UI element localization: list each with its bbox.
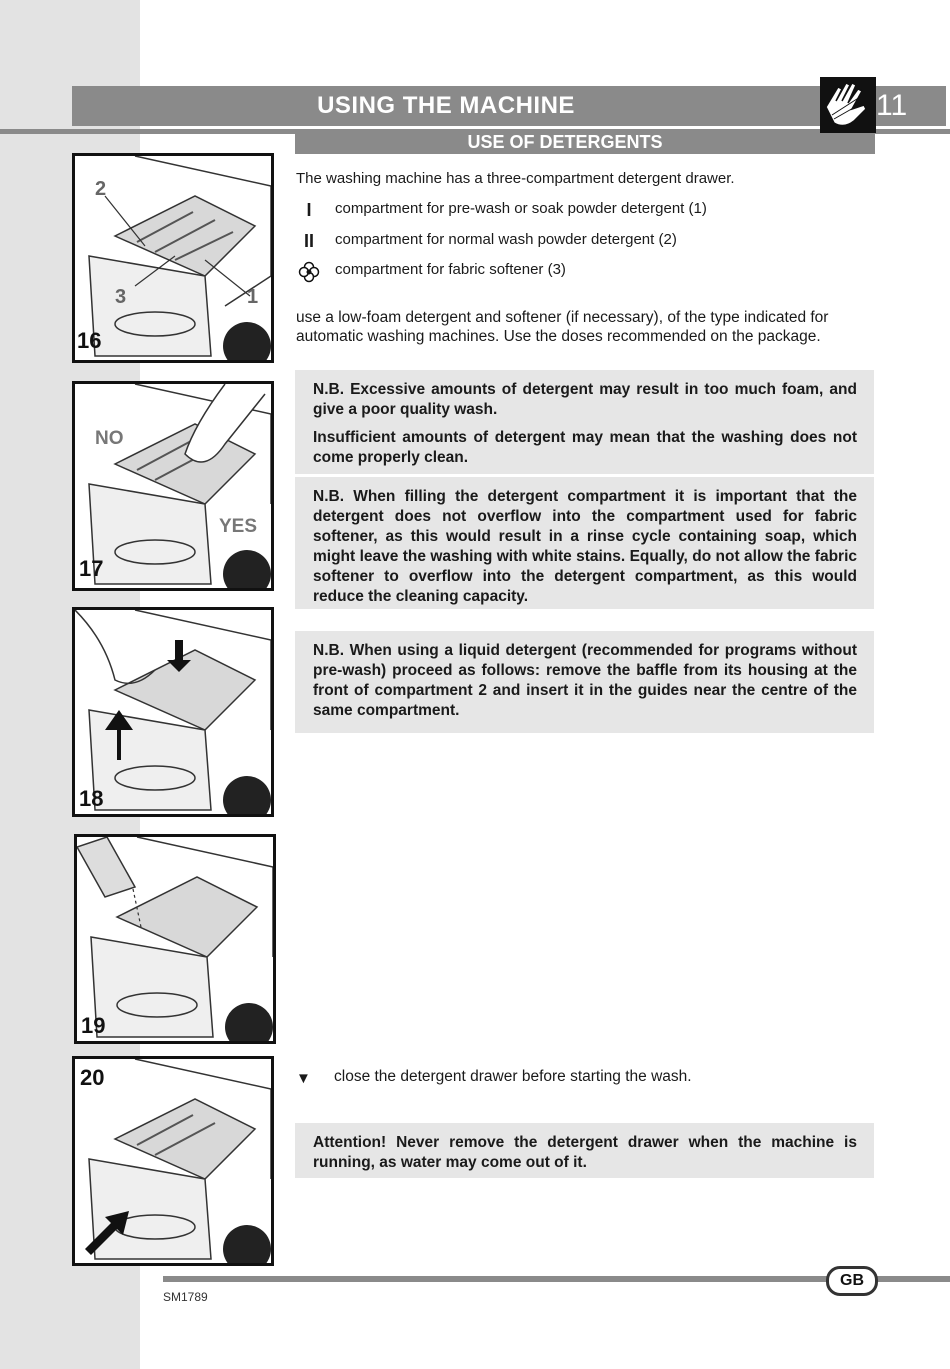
compartment-text: compartment for fabric softener (3)	[335, 261, 566, 278]
intro-text: The washing machine has a three-compartment detergent drawer.	[296, 170, 735, 187]
figure-20	[72, 1056, 274, 1266]
drawer-illustration	[75, 610, 271, 814]
figure-number: 20	[80, 1065, 105, 1090]
figure-number: 19	[81, 1013, 106, 1038]
compartment-symbol: I	[306, 200, 312, 220]
compartment-symbol: II	[303, 231, 314, 251]
figure-number: 17	[79, 556, 104, 581]
note-box	[295, 631, 874, 733]
no-label: NO	[95, 428, 124, 449]
drawer-illustration	[75, 384, 271, 588]
page-number: 11	[876, 89, 908, 122]
triangle-bullet-icon: ▼	[296, 1070, 311, 1087]
note-paragraph: N.B. When using a liquid detergent (recommended for programs without pre-wash) proceed as follows: remove the baffle from its housing at the front of compartment 2 and insert it in the guides near the centre of the same compartment.	[313, 642, 857, 719]
document-code: SM1789	[163, 1290, 208, 1304]
flower-icon	[296, 261, 322, 288]
figure-number: 18	[79, 786, 104, 811]
compartment-label-1: 1	[247, 286, 259, 308]
compartment-label-2: 2	[95, 178, 107, 200]
figure-19	[74, 834, 276, 1044]
footer-divider	[163, 1276, 828, 1282]
yes-label: YES	[219, 516, 258, 537]
usage-paragraph: use a low-foam detergent and softener (if necessary), of the type indicated for automatic washing machines. Use the doses recommended on the package.	[296, 309, 829, 345]
hand-icon	[820, 77, 876, 133]
footer-divider	[872, 1276, 950, 1282]
attention-box	[295, 1123, 874, 1178]
attention-text: Attention! Never remove the detergent drawer when the machine is running, as water may come out of it.	[313, 1134, 857, 1171]
figure-number: 16	[77, 328, 102, 353]
drawer-illustration	[77, 837, 273, 1041]
note-box	[295, 370, 874, 474]
note-paragraph: N.B. Excessive amounts of detergent may result in too much foam, and give a poor quality wash.	[313, 381, 857, 418]
step-text: close the detergent drawer before starting the wash.	[334, 1068, 692, 1085]
compartment-label-3: 3	[115, 286, 127, 308]
note-paragraph: N.B. When filling the detergent compartment it is important that the detergent does not overflow into the compartment used for fabric softener, as this would result in a rinse cycle containing soap, which might leave the washing with white stains. Equally, do not allow the fabric softener to overflow into the detergent compartment, as this would reduce the cleaning capacity.	[313, 488, 857, 605]
section-title: USE OF DETERGENTS	[467, 132, 663, 152]
page-title: USING THE MACHINE	[317, 92, 575, 119]
language-badge: GB	[826, 1266, 878, 1296]
note-paragraph: Insufficient amounts of detergent may mean that the washing does not come properly clean.	[313, 429, 857, 466]
figure-16	[72, 153, 274, 363]
compartment-text: compartment for pre-wash or soak powder detergent (1)	[335, 200, 707, 217]
compartment-text: compartment for normal wash powder detergent (2)	[335, 231, 677, 248]
note-box	[295, 477, 874, 609]
figure-18	[72, 607, 274, 817]
figure-17	[72, 381, 274, 591]
